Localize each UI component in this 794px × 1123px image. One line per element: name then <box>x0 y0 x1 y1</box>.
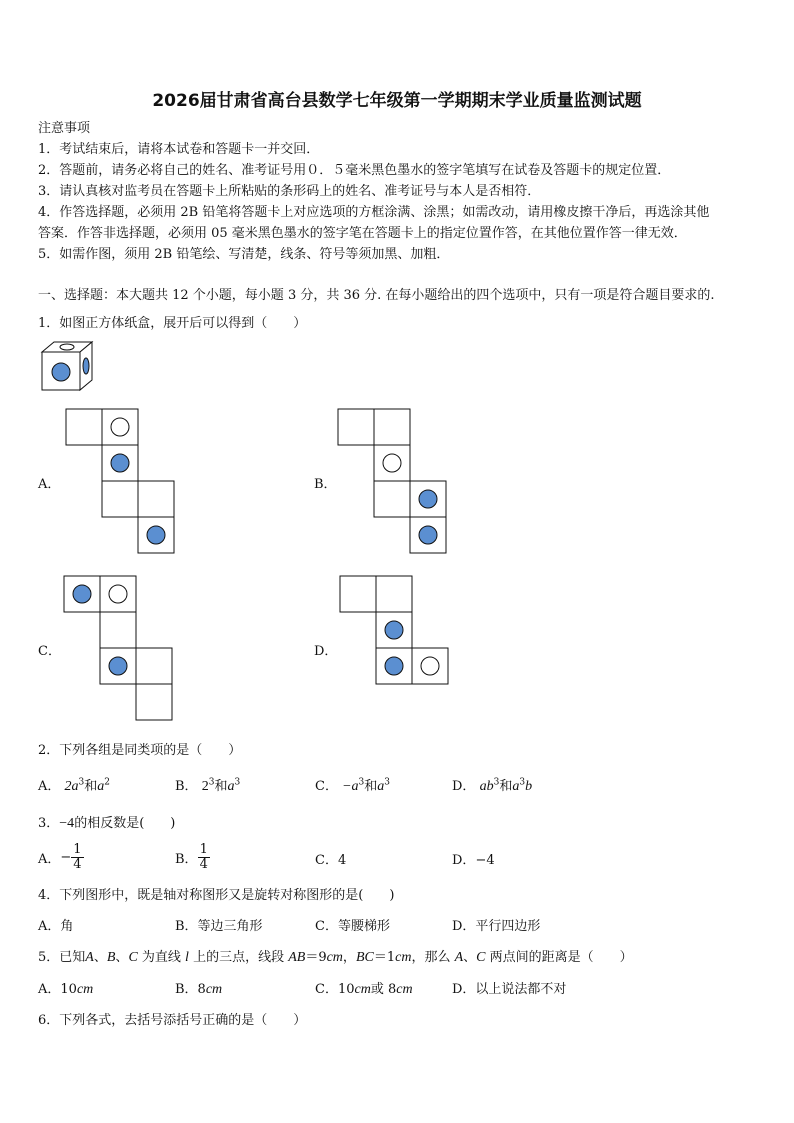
q2-option-d[interactable]: D． $ab^3$和$a^3b$ <box>452 777 533 794</box>
q5-option-b[interactable]: B．8cm <box>175 982 223 997</box>
cube-figure <box>38 338 98 394</box>
q2-option-a[interactable]: A． $2a^3$和$a^2$ <box>38 777 111 794</box>
q2-option-c[interactable]: C． $-a^3$和$a^3$ <box>315 777 391 794</box>
fraction: $\frac{1}{4}$ <box>199 841 208 872</box>
q5-option-d[interactable]: D．以上说法都不对 <box>452 982 567 997</box>
q4-option-d[interactable]: D．平行四边形 <box>452 919 541 934</box>
q1-option-a-net[interactable] <box>60 405 180 557</box>
notice-item: 4．作答选择题，必须用 2B 铅笔将答题卡上对应选项的方框涂满、涂黑；如需改动，请用橡皮擦干净后，再选涂其他 <box>38 205 710 220</box>
notice-item: 5．如需作图，须用 2B 铅笔绘、写清楚，线条、符号等须加黑、加粗． <box>38 247 450 262</box>
section-heading: 一、选择题：本大题共 12 个小题，每小题 3 分，共 36 分. 在每小题给出的四个选项中，只有一项是符合题目要求的. <box>38 288 715 303</box>
q1-option-b-label[interactable]: B． <box>314 477 337 492</box>
q4-option-b[interactable]: B．等边三角形 <box>175 919 263 934</box>
question-5-stem: 5．已知A、B、C 为直线 l 上的三点，线段 AB＝9cm，BC＝1cm，那么 A、C 两点间的距离是（ ） <box>38 950 633 965</box>
question-1-stem: 1．如图正方体纸盒，展开后可以得到（ ） <box>38 316 307 331</box>
notice-heading: 注意事项 <box>38 121 91 136</box>
q1-option-c-label[interactable]: C． <box>38 644 61 659</box>
q4-option-c[interactable]: C．等腰梯形 <box>315 919 390 934</box>
notice-item: 3．请认真核对监考员在答题卡上所粘贴的条形码上的姓名、准考证号与本人是否相符． <box>38 184 541 199</box>
question-3-stem: 3．−4的相反数是( ) <box>38 816 176 831</box>
q4-option-a[interactable]: A．角 <box>38 919 74 934</box>
q1-option-a-label[interactable]: A． <box>38 477 61 492</box>
q3-option-c[interactable]: C．4 <box>315 853 347 868</box>
q5-option-c[interactable]: C．10cm或 8cm <box>315 982 413 997</box>
question-6-stem: 6．下列各式，去括号添括号正确的是（ ） <box>38 1013 307 1028</box>
q5-option-a[interactable]: A．10cm <box>38 982 94 997</box>
q3-option-b[interactable]: B． $\frac{1}{4}$ <box>175 841 208 872</box>
q1-option-b-net[interactable] <box>332 405 454 557</box>
q1-option-d-label[interactable]: D． <box>314 644 338 659</box>
question-4-stem: 4．下列图形中，既是轴对称图形又是旋转对称图形的是( ) <box>38 888 395 903</box>
q3-option-d[interactable]: D．−4 <box>452 853 495 868</box>
q2-option-b[interactable]: B． $2^3$和$a^3$ <box>175 777 241 794</box>
q1-option-c-net[interactable] <box>58 572 180 724</box>
q1-option-d-net[interactable] <box>334 572 456 692</box>
notice-item: 2．答题前，请务必将自己的姓名、准考证号用０．５毫米黑色墨水的签字笔填写在试卷及答题卡的规定位置． <box>38 163 671 178</box>
q3-option-a[interactable]: A． − $\frac{1}{4}$ <box>38 841 82 872</box>
question-2-stem: 2．下列各组是同类项的是（ ） <box>38 743 242 758</box>
page-title: 2026届甘肃省高台县数学七年级第一学期期末学业质量监测试题 <box>152 91 642 111</box>
fraction: $\frac{1}{4}$ <box>73 841 82 872</box>
notice-item: 答案．作答非选择题，必须用 05 毫米黑色墨水的签字笔在答题卡上的指定位置作答，在其他位置作答一律无效． <box>38 226 687 241</box>
notice-item: 1．考试结束后，请将本试卷和答题卡一并交回． <box>38 142 320 157</box>
